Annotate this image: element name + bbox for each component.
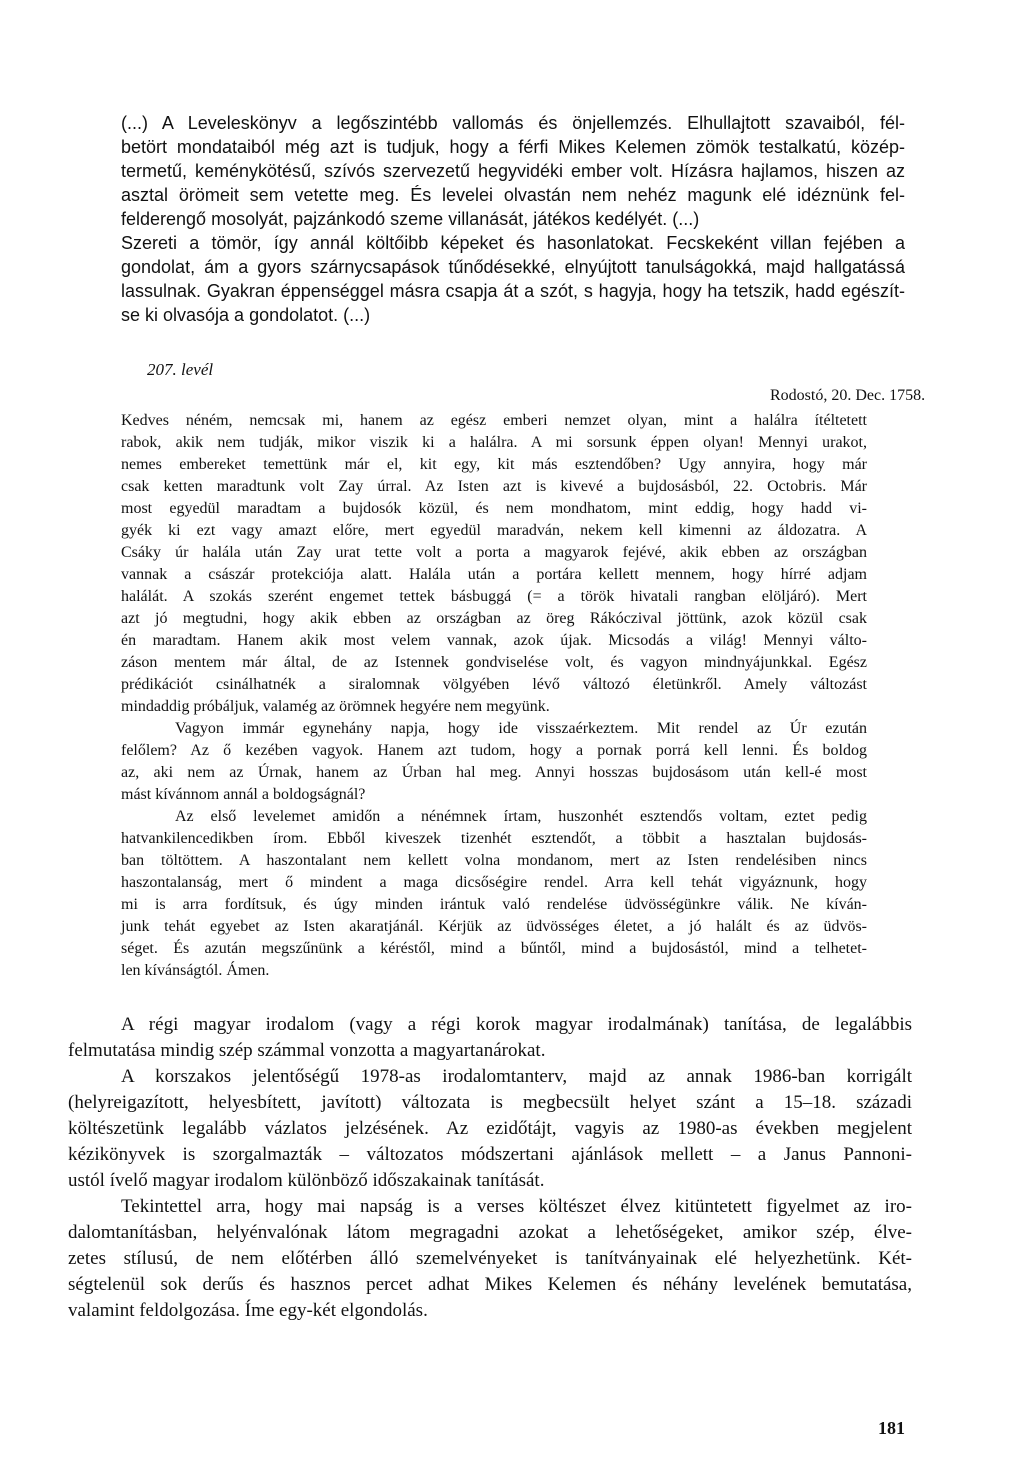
letter-line: gyék ki ezt vagy amazt előre, mert egyedül maradván, nekem kell kimenni az áldozatra. A [121, 522, 867, 539]
body-line: ustól ívelő magyar irodalom különböző időszakainak tanítását. [68, 1170, 545, 1191]
intro-line: felderengő mosolyát, pajzánkodó szeme villanását, játékos kedélyét. (...) [121, 209, 700, 229]
intro-line: asztal örömeit sem vetette meg. És levelei olvastán nem nehéz magunk elé idéznünk fel- [121, 185, 905, 205]
letter-dateline: Rodostó, 20. Dec. 1758. [770, 387, 926, 404]
letter-line: csak ketten maradtunk volt Zay úrral. Az Isten azt is kivevé a bujdosásból, 22. Octobris. Már [121, 478, 867, 495]
letter-line: len kívánságtól. Ámen. [121, 962, 270, 979]
letter-line: az, aki nem az Úrnak, hanem az Úrban hal meg. Annyi hosszas bujdosásom után kell-é most [121, 764, 867, 781]
body-line: költészetünk legalább vázlatos jelzésének. Az ezidőtájt, vagyis az 1980-as években megjelent [68, 1118, 912, 1139]
letter-line: záson mentem már által, de az Istennek gondviselése volt, és vagyon mindnyájunkkal. Egész [121, 654, 867, 671]
intro-line: gondolat, ám a gyors szárnycsapások tűnődésekké, elnyújtott tanulságokká, majd hallgatássá [121, 257, 905, 277]
body-line: felmutatása mindig szép számmal vonzotta a magyartanárokat. [68, 1040, 546, 1061]
letter-line: prédikációt csinálhatnék a siralomnak völgyében lévő változó életünkről. Amely változást [121, 676, 867, 693]
body-line: ségtelenül sok derűs és hasznos percet adhat Mikes Kelemen és néhány levelének bemutatása, [68, 1274, 912, 1295]
page-number: 181 [878, 1418, 905, 1438]
letter-line: most egyedül maradtam a bujdosók közül, és nem mondhatom, mint eddig, hogy hadd vi- [121, 500, 867, 517]
intro-line: termetű, keménykötésű, szívós szervezetű hegyvidéki ember volt. Hízásra hajlamos, hiszen az [121, 161, 905, 181]
letter-line: vannak a császár protekciója alatt. Halála után a portára kellett mennem, hogy hírré adjam [121, 566, 867, 583]
letter-line: azt jó megtudni, hogy akik ebben az országban az öreg Rákóczival jöttünk, azok közül csak [121, 610, 867, 627]
body-line: zetes stílusú, de nem előtérben álló szemelvényeket is tanítványainak elé helyezhetünk. Két- [68, 1248, 912, 1269]
letter-line: mindaddig próbáljuk, valamég az örömnek hegyére nem megyünk. [121, 698, 550, 715]
intro-line: lassulnak. Gyakran éppenséggel másra csapja át a szót, s hagyja, hogy ha tetszik, hadd egészít- [121, 281, 905, 301]
letter-line: én maradtam. Hanem akik most velem vannak, azok újak. Micsodás a világ! Mennyi válto- [121, 632, 867, 649]
letter-line: Csáky úr halála után Zay urat tette volt a porta a magyarok fejévé, akik ebben az országban [121, 544, 867, 561]
letter-line: junk tehát egyebet az Isten akaratjánál. Kérjük az üdvösséges életet, a jó halált és az üdvös- [121, 918, 867, 935]
letter-line: Vagyon immár egynehány napja, hogy ide visszaérkeztem. Mit rendel az Úr ezután [175, 720, 867, 737]
letter-heading: 207. levél [147, 360, 214, 379]
letter-line: nemes embereket temettünk már el, kit egy, kit más esztendőben? Ugy annyira, hogy már [121, 456, 867, 473]
letter-line: halálát. A szokás szerént engemet tettek básbuggá (= a török hivatali rangban elöljáró). Mert [121, 588, 867, 605]
letter-line: Kedves néném, nemcsak mi, hanem az egész emberi nemzet olyan, mint a halálra ítéltetett [121, 412, 867, 429]
intro-line: Szereti a tömör, így annál költőibb képeket és hasonlatokat. Fecskeként villan fejében a [121, 233, 905, 253]
intro-line: betört mondataiból még azt is tudjuk, hogy a férfi Mikes Kelemen zömök testalkatú, közép- [121, 137, 905, 157]
letter-line: hatvankilencedikben írom. Ebből kiveszek tizenhét esztendőt, a többit a hasztalan bujdosás- [121, 830, 867, 847]
letter-line: mi is arra fordítsuk, és úgy minden irántuk való rendelése üdvösségünkre válik. Ne kíván- [121, 896, 867, 913]
letter-line: mást kívánnom annál a boldogságnál? [121, 786, 366, 803]
letter-line: Az első levelemet amidőn a nénémnek írtam, huszonhét esztendős voltam, eztet pedig [175, 808, 867, 825]
body-line: dalomtanításban, helyénvalónak látom megragadni azokat a lehetőségeket, amikor szép, élve- [68, 1222, 912, 1243]
letter-line: haszontalanság, mert ő mindent a maga dicsőségire rendel. Arra kell tehát vigyáznunk, hogy [121, 874, 867, 891]
body-line: kézikönyvek is szorgalmazták – változatos módszertani ajánlások mellett – a Janus Pannoni- [68, 1144, 912, 1165]
intro-line: (...) A Leveleskönyv a legőszintébb vallomás és önjellemzés. Elhullajtott szavaiból, fél- [121, 113, 905, 133]
letter-line: rabok, akik nem tudják, mikor viszik ki a halálra. A mi sorsunk éppen olyan! Mennyi urakot, [121, 434, 867, 451]
body-line: A korszakos jelentőségű 1978-as irodalomtanterv, majd az annak 1986-ban korrigált [121, 1066, 912, 1087]
letter-line: felőlem? Az ő kezében vagyok. Hanem azt tudom, hogy a pornak porrá kell lenni. És boldog [121, 742, 867, 759]
letter-line: séget. És azután megszűnünk a kéréstől, mind a bűntől, mind a bujdosástól, mind a telhetet- [121, 940, 867, 957]
body-line: (helyreigazított, helyesbített, javított) változata is megbecsült helyet szánt a 15–18. századi [68, 1092, 912, 1113]
letter-line: ban töltöttem. A haszontalant nem kellett volna mondanom, mert az Isten rendelésiben nincs [121, 852, 867, 869]
intro-line: se ki olvasója a gondolatot. (...) [121, 305, 371, 325]
body-line: A régi magyar irodalom (vagy a régi korok magyar irodalmának) tanítása, de legalábbis [121, 1014, 912, 1035]
body-line: valamint feldolgozása. Íme egy-két elgondolás. [68, 1300, 428, 1321]
body-line: Tekintettel arra, hogy mai napság is a verses költészet élvez kitüntetett figyelmet az iro- [121, 1196, 912, 1217]
